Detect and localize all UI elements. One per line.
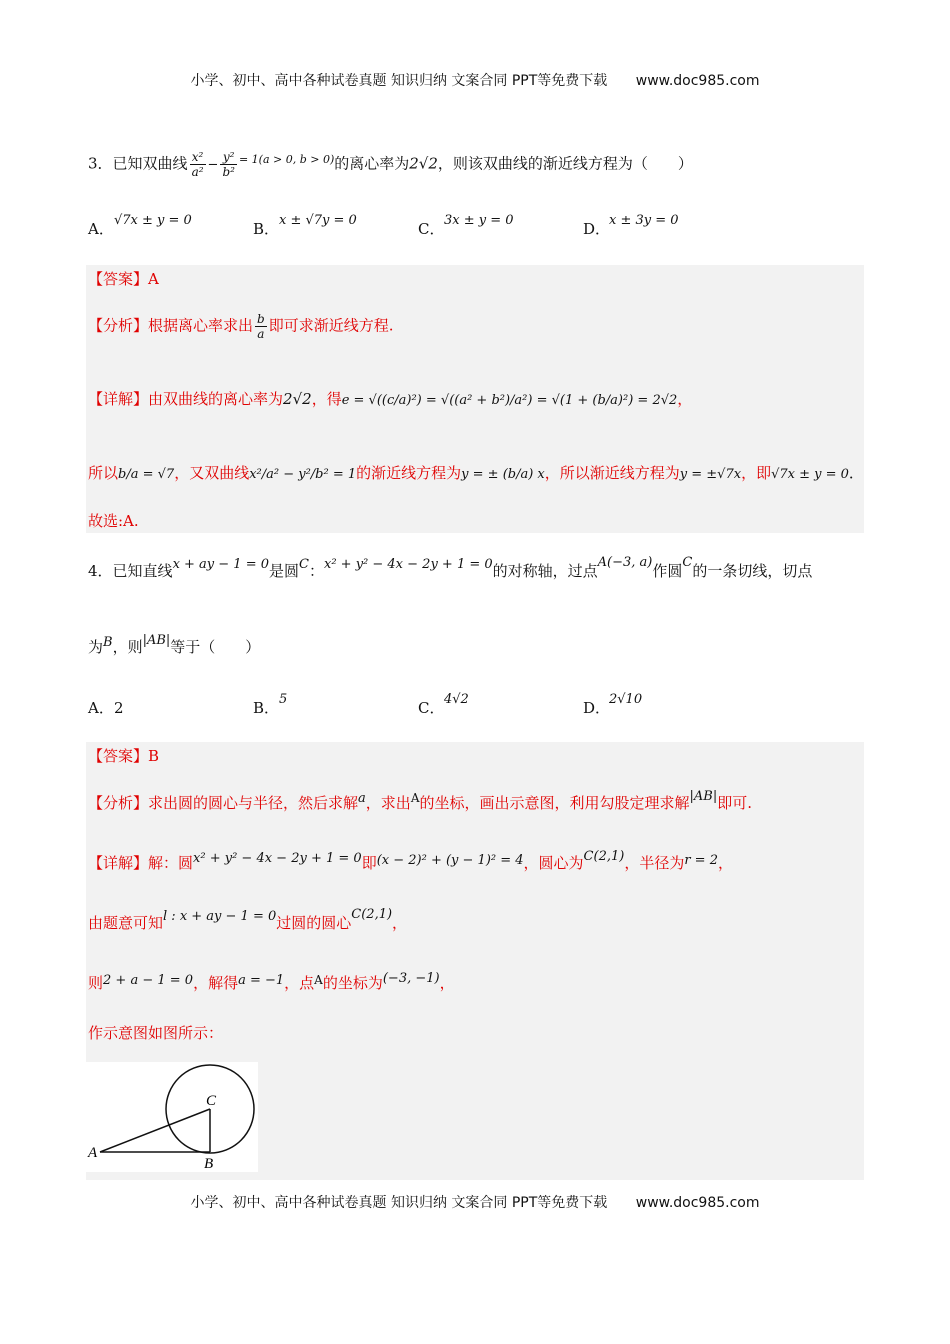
q3-hyp: x²/a² − y²/b² = 1	[249, 467, 357, 482]
label-a: A	[88, 1145, 98, 1161]
q4-circle-eq: x² + y² − 4x − 2y + 1 = 0	[324, 557, 493, 572]
q3-detail-ecc: 2√2	[283, 390, 312, 408]
q4-d1-center: C(2,1)	[583, 849, 625, 864]
q4-d2-center: C(2,1)	[351, 907, 393, 922]
segment-ac	[100, 1109, 210, 1152]
q3-hyp-cond: = 1(a > 0, b > 0)	[238, 152, 335, 166]
q4-option-c: C．4√2	[418, 692, 469, 717]
q4-d1-eq: x² + y² − 4x − 2y + 1 = 0	[193, 851, 362, 866]
q3-ecc: 2√2	[409, 154, 438, 173]
q4-option-b: B．5	[253, 692, 288, 717]
q4-circle-name: C	[299, 557, 309, 572]
q4-analysis: 【分析】求出圆的圆心与半径，然后求解a，求出$^A$的坐标，画出示意图，利用勾股定理求解|AB|即可.	[88, 789, 752, 812]
header-site: www.doc985.com	[635, 73, 760, 89]
q3-analysis-label: 【分析】	[88, 316, 149, 335]
page-header	[0, 70, 950, 90]
q3-option-b: B．x ± √7y = 0	[253, 213, 357, 238]
q4-d2-eq: l : x + ay − 1 = 0	[163, 909, 277, 924]
q3-analysis-b: 即可求渐近线方程.	[268, 316, 394, 335]
q3-ba: b/a = √7	[118, 467, 175, 482]
q4-stem-2: 为B，则|AB|等于（ ）	[88, 633, 261, 656]
q3-hyp-frac-y: $\frac{\text{y²}}{\text{b²}}$	[222, 150, 235, 179]
q4-option-d: D．2√10	[583, 692, 643, 717]
q3-option-c: C．3x ± y = 0	[418, 213, 514, 238]
q3-detail-a: 由双曲线的离心率为	[148, 390, 284, 408]
q3-option-a: A．√7x ± y = 0	[88, 213, 192, 238]
q4-diagram	[86, 1062, 258, 1172]
q4-point-a: A(−3, a)	[597, 555, 653, 570]
q4-number: 4．	[88, 562, 113, 580]
q3-option-d: D．x ± 3y = 0	[583, 213, 679, 238]
q3-asym: y = ± (b/a) x	[461, 467, 545, 482]
q4-d3-coord: (−3, −1)	[382, 971, 440, 986]
tangent-diagram	[86, 1062, 258, 1172]
q3-stem: 3．已知双曲线 $\frac{\text{x²}}{\text{a²}}$ − $\frac{\text{y²}}{\text{b²}}$ $^{= 1(a > 0, b > 0)}$的离心率为2√2，则该双曲线的渐近线方程为（ ）	[88, 150, 693, 179]
label-c: C	[206, 1093, 217, 1109]
label-b: B	[204, 1156, 214, 1172]
q3-analysis-a: 根据离心率求出	[148, 316, 254, 335]
q3-final2: √7x ± y = 0	[771, 467, 849, 482]
q4-d1-r: r = 2	[684, 853, 718, 868]
q4-analysis-var: a	[358, 791, 366, 806]
q4-detail-1: 【详解】解：圆x² + y² − 4x − 2y + 1 = 0即(x − 2)² + (y − 1)² = 4，圆心为C(2,1)，半径为r = 2，	[88, 849, 733, 872]
q3-stem-c: ，则该双曲线的渐近线方程为（ ）	[437, 154, 693, 173]
q3-detail-formula: e = √((c/a)²) = √((a² + b²)/a²) = √(1 + (b/a)²) = 2√2	[341, 393, 678, 408]
footer-site: www.doc985.com	[635, 1195, 760, 1211]
header-text: 小学、初中、高中各种试卷真题 知识归纳 文案合同 PPT等免费下载	[190, 73, 608, 89]
footer-text: 小学、初中、高中各种试卷真题 知识归纳 文案合同 PPT等免费下载	[190, 1195, 608, 1211]
q3-detail-b: ，得	[311, 390, 342, 408]
q3-hyp-frac-x: $\frac{\text{x²}}{\text{a²}}$	[191, 150, 204, 179]
q3-detail-c: ，	[677, 390, 693, 408]
q3-detail-2: 所以b/a = √7，又双曲线x²/a² − y²/b² = 1的渐近线方程为y = ± (b/a) x，所以渐近线方程为y = ±√7x，即√7x ± y = 0．	[88, 464, 864, 482]
q4-answer: 【答案】B	[88, 747, 160, 765]
q4-analysis-pt: A	[410, 791, 420, 805]
q3-stem-a: 已知双曲线	[112, 154, 188, 173]
q4-stem-1: 4．已知直线x + ay − 1 = 0是圆C：x² + y² − 4x − 2y + 1 = 0的对称轴，过点A(−3, a)作圆C的一条切线，切点	[88, 555, 813, 580]
page-footer	[0, 1192, 950, 1212]
q3-answer: 【答案】A	[88, 270, 159, 288]
q3-detail-1	[88, 388, 692, 412]
q4-d1-eq2: (x − 2)² + (y − 1)² = 4	[376, 853, 524, 868]
q4-point-b: B	[103, 635, 113, 650]
q4-ab: |AB|	[142, 633, 171, 648]
q4-option-a: A．2	[88, 699, 124, 717]
q4-detail-3: 则2 + a − 1 = 0，解得a = −1，点$^A$的坐标为(−3, −1)，	[88, 971, 455, 992]
q3-conclusion: 故选:A.	[88, 512, 139, 530]
q3-stem-b: 的离心率为	[334, 154, 410, 173]
q4-d3-sol: a = −1	[238, 973, 285, 988]
q3-analysis	[88, 312, 394, 341]
q4-d3-eq: 2 + a − 1 = 0	[103, 973, 194, 988]
q4-detail-2: 由题意可知l : x + ay − 1 = 0过圆的圆心C(2,1)，	[88, 907, 408, 932]
q4-line-eq: x + ay − 1 = 0	[172, 557, 270, 572]
q3-analysis-frac: $\frac{b}{a}$	[257, 312, 265, 341]
q3-final: y = ±√7x	[679, 467, 742, 482]
q3-detail-label: 【详解】	[88, 390, 149, 408]
q4-detail-4: 作示意图如图所示：	[88, 1024, 224, 1042]
q3-number: 3．	[88, 154, 113, 173]
q4-analysis-ab: |AB|	[689, 789, 718, 804]
